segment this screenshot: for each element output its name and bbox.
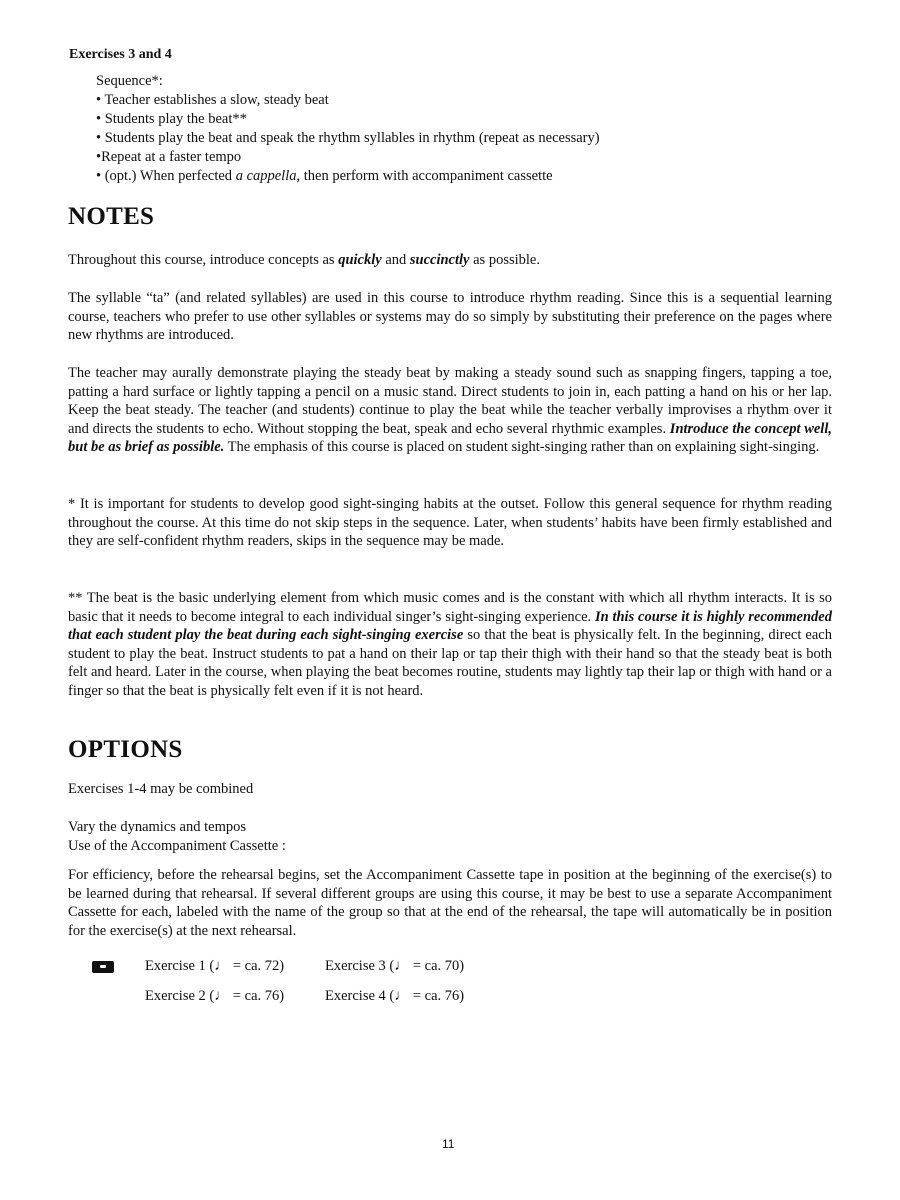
tempo-label: Exercise 2 ( [145,988,215,1004]
text-run: as possible. [469,252,540,268]
tempo-item [325,988,464,1005]
options-line-1: Exercises 1-4 may be combined [68,781,254,797]
tempo-label: Exercise 4 ( [325,988,395,1004]
text-run: The emphasis of this course is placed on student sight-singing rather than on explaining sight-singing. [224,439,820,456]
cassette-icon [92,961,114,973]
sequence-item: •Repeat at a faster tempo [96,149,242,165]
sequence-item-italic: a cappella, [235,168,301,184]
text-run: and [381,252,410,268]
sequence-item: • Teacher establishes a slow, steady beat [96,92,329,108]
tempo-value: = ca. 76) [409,988,465,1004]
options-paragraph: For efficiency, before the rehearsal begins, set the Accompaniment Cassette tape in position at the beginning of the exercise(s) to be learned during that rehearsal. If several different groups are using this course, it may be best to use a separate Accompaniment Cassette for each, labeled with the name of the group so that at the end of the rehearsal, the tape will automatically be in position for the exercise(s) at the next rehearsal. [68,867,832,939]
emphasis-recommendation: In this course it is highly recommended that each student play the beat during each sight-singing exercise [68,608,832,644]
notes-paragraph-2: The syllable “ta” (and related syllables) are used in this course to introduce rhythm reading. Since this is a sequential learning course, teachers who prefer to use other syllables or systems may do so simply by substituting their preference on the pages where new rhythms are introduced. [68,290,832,344]
tempo-item [325,958,464,975]
quarter-note-icon: ♩ [214,958,230,974]
tempo-value: = ca. 72) [229,958,285,974]
tempo-item [145,958,284,975]
tempo-value: = ca. 70) [409,958,465,974]
sequence-item [96,167,600,186]
tempo-value: = ca. 76) [229,988,285,1004]
notes-heading: NOTES [68,203,155,230]
sequence-item-text: • (opt.) When perfected [96,168,236,184]
notes-paragraph-5 [68,589,832,701]
tempo-label: Exercise 3 ( [325,958,395,974]
sequence-list [96,91,600,186]
options-line-2: Vary the dynamics and tempos [68,819,246,835]
text-run: Throughout this course, introduce concepts as [68,252,339,268]
sequence-label: Sequence*: [96,73,163,89]
emphasis-quickly: quickly [338,252,382,268]
emphasis-succinctly: succinctly [409,252,470,268]
options-line-3: Use of the Accompaniment Cassette : [68,838,286,854]
tempo-label: Exercise 1 ( [145,958,215,974]
sequence-block [96,72,600,186]
notes-paragraph-4: * It is important for students to develop good sight-singing habits at the outset. Follow this general sequence for rhythm reading throughout the course. At this time do not skip steps in the sequence. Later, when students’ habits have been firmly established and they are self-confident rhythm readers, skips in the sequence may be made. [68,496,832,550]
emphasis-brief: Introduce the concept well, but be as brief as possible. [68,420,832,456]
sequence-item: • Students play the beat and speak the rhythm syllables in rhythm (repeat as necessary) [96,130,600,146]
quarter-note-icon: ♩ [214,988,230,1004]
text-run: ** The beat is the basic underlying element from which music comes and is the constant with which all rhythm interacts. It is so basic that it needs to become integral to each individual singer’s sight-singing experience. [68,590,832,625]
notes-paragraph-1 [68,251,832,270]
text-run: The teacher may aurally demonstrate playing the steady beat by making a steady sound such as snapping fingers, tapping a toe, patting a hard surface or lightly tapping a pencil on a music stand. Direct students to join in, each patting a hand on his or her lap. Keep the beat steady. The teacher (and students) continue to play the beat while the teacher verbally improvises a rhythm over it and directs the students to echo. Without stopping the beat, speak and echo several rhythmic examples. [68,365,832,437]
sequence-item: • Students play the beat** [96,111,247,127]
tempo-item [145,988,284,1005]
notes-paragraph-3 [68,364,832,457]
text-run: so that the beat is physically felt. In the beginning, direct each student to play the beat. Instruct students to pat a hand on their lap or tap their thigh with their hand so that the steady beat is both felt and heard. Later in the course, when playing the beat becomes routine, students may lightly tap their lap or thigh with hand or a finger so that the beat is physically felt even if it is not heard. [68,627,832,699]
quarter-note-icon: ♩ [394,988,410,1004]
options-heading: OPTIONS [68,736,183,763]
exercises-heading: Exercises 3 and 4 [69,47,172,62]
quarter-note-icon: ♩ [394,958,410,974]
sequence-item-tail: then perform with accompaniment cassette [300,168,553,184]
page-number: 11 [442,1137,455,1151]
